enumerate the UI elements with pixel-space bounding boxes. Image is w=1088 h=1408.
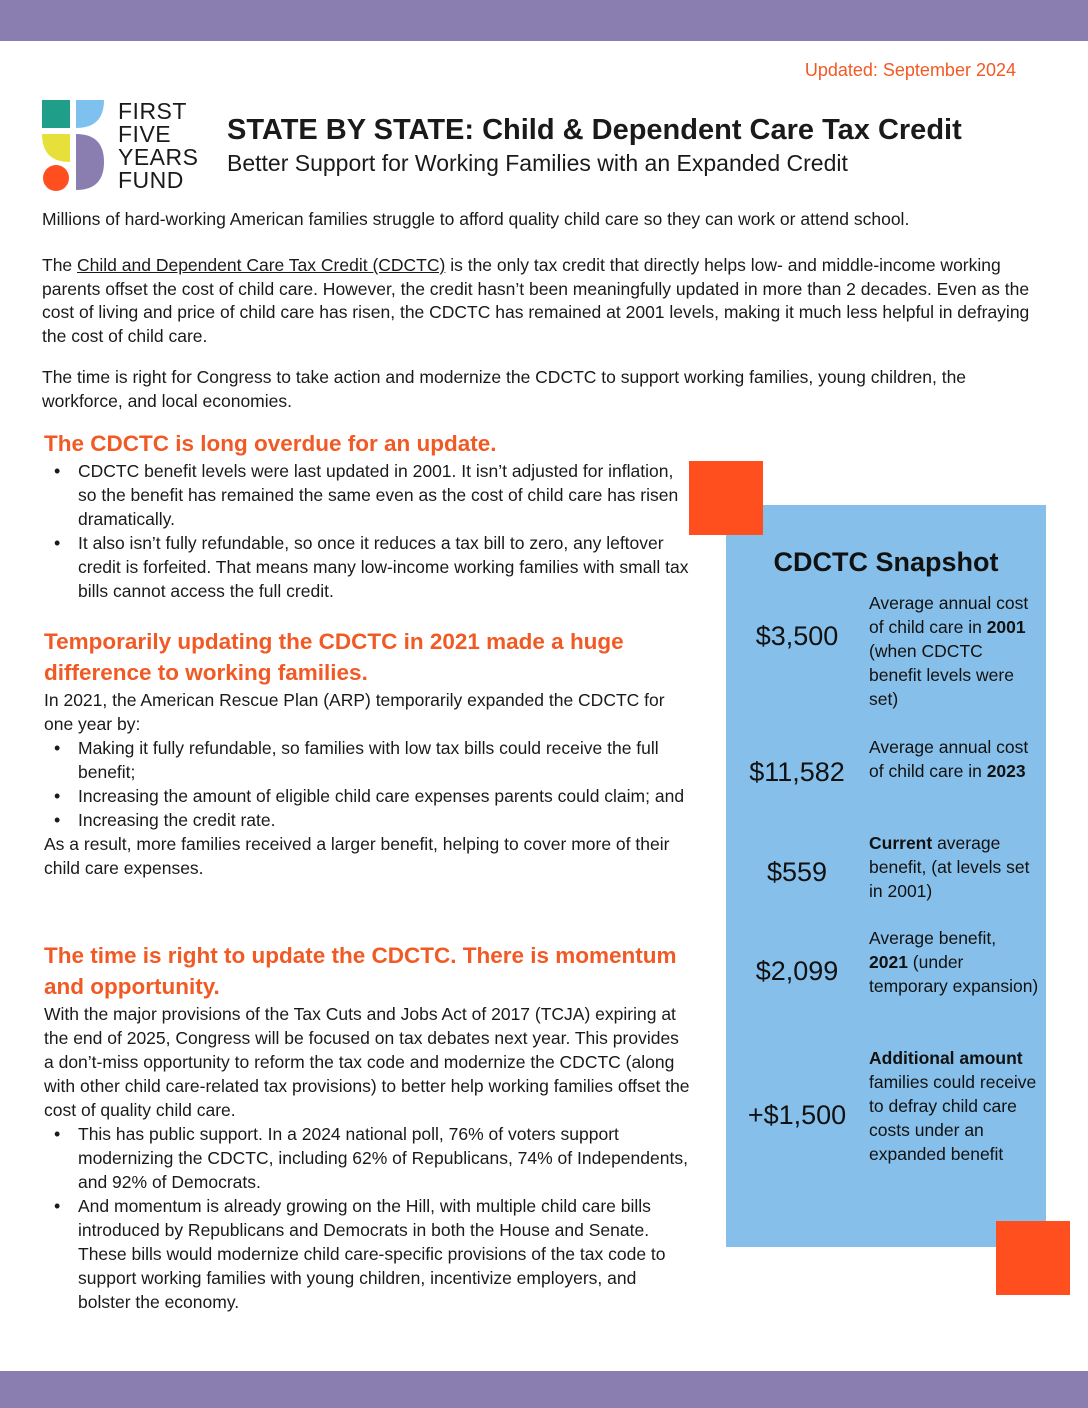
list-item: • It also isn’t fully refundable, so once it reduces a tax bill to zero, any leftover credit is forfeited. That means many low-income working families with small tax bills cannot access the full credit. (44, 531, 692, 603)
decorative-orange-square (689, 461, 763, 535)
list-item: • And momentum is already growing on the Hill, with multiple child care bills introduced by Republicans and Democrats in both the House and Senate. These bills would modernize child care-specific provisions of the tax code to support working families with young children, incentivize employers, and bolster the economy. (44, 1194, 692, 1314)
text-span: Average annual cost of child care in (869, 593, 1029, 637)
snapshot-value: $3,500 (755, 621, 839, 651)
snapshot-value: $559 (766, 857, 828, 887)
logo-line: FIRST (118, 98, 187, 124)
text-span: The (42, 255, 78, 275)
page-subtitle: Better Support for Working Families with an Expanded Credit (227, 150, 848, 176)
page-title: STATE BY STATE: Child & Dependent Care Tax Credit (227, 114, 962, 146)
text-bold: 2001 (986, 617, 1026, 637)
snapshot-description (869, 1046, 1039, 1166)
text-span: average benefit, (at levels set in 2001) (869, 833, 1030, 901)
section-intro: With the major provisions of the Tax Cuts and Jobs Act of 2017 (TCJA) expiring at the end of 2025, Congress will be focused on tax debates next year. This provides a don’t-miss opportunity to reform the tax code and modernize the CDCTC (along with other child care-related tax provisions) to better help working families offset the cost of quality child care. (44, 1004, 690, 1120)
list-item: • This has public support. In a 2024 national poll, 76% of voters support modernizing the CDCTC, including 62% of Republicans, 74% of Independents, and 92% of Democrats. (44, 1122, 692, 1194)
intro-paragraph-3: The time is right for Congress to take action and modernize the CDCTC to support working families, young children, the workforce, and local economies. (42, 367, 967, 411)
snapshot-value: +$1,500 (747, 1100, 847, 1130)
list-item: • Making it fully refundable, so families with low tax bills could receive the full benefit; (44, 736, 692, 784)
list-item: • CDCTC benefit levels were last updated in 2001. It isn’t adjusted for inflation, so the benefit has remained the same even as the cost of child care has risen dramatically. (44, 459, 692, 531)
first-five-years-fund-logo (42, 100, 212, 195)
logo-line: YEARS (118, 144, 199, 170)
section-overdue (44, 428, 692, 603)
cdctc-link[interactable]: Child and Dependent Care Tax Credit (CDCTC) (77, 255, 446, 275)
snapshot-description (869, 591, 1039, 711)
text-span: (when CDCTC benefit levels were set) (869, 641, 1014, 709)
intro-paragraph-1: Millions of hard-working American families struggle to afford quality child care so they can work or attend school. (42, 209, 910, 229)
logo-wordmark (118, 100, 198, 192)
text-bold: 2023 (986, 761, 1026, 781)
text-span: Average annual cost of child care in (869, 737, 1029, 781)
logo-mark-icon (42, 100, 112, 192)
text-span: families could receive to defray child care costs under an expanded benefit (869, 1072, 1037, 1164)
text-bold: Additional amount (869, 1048, 1023, 1068)
intro-paragraph-2 (42, 254, 1042, 348)
snapshot-description (869, 831, 1039, 903)
updated-date: Updated: September 2024 (804, 60, 1016, 80)
section-heading: The CDCTC is long overdue for an update. (44, 431, 497, 456)
bullet-list (44, 459, 692, 603)
cdctc-snapshot-panel (726, 505, 1046, 1247)
list-item: • Increasing the credit rate. (44, 808, 692, 832)
text-span: (under temporary expansion) (869, 952, 1039, 996)
bullet-list (44, 736, 692, 832)
list-item: • Increasing the amount of eligible child care expenses parents could claim; and (44, 784, 692, 808)
snapshot-description (869, 735, 1039, 783)
text-bold: 2021 (869, 952, 908, 972)
snapshot-title: CDCTC Snapshot (773, 547, 999, 577)
text-bold: Current (869, 833, 933, 853)
section-outro: As a result, more families received a larger benefit, helping to cover more of their child care expenses. (44, 834, 670, 878)
text-span: is the only tax credit that directly helps low- and middle-income working parents offset the cost of child care. However, the credit hasn’t been meaningfully updated in more than 2 decades. Even as the cost of living and price of child care has risen, the CDCTC has remained at 2001 levels, making it much less helpful in defraying the cost of child care. (42, 255, 1030, 346)
snapshot-description (869, 926, 1039, 998)
section-intro: In 2021, the American Rescue Plan (ARP) temporarily expanded the CDCTC for one year by: (44, 690, 665, 734)
decorative-orange-square (996, 1221, 1070, 1295)
section-2021-update (44, 626, 692, 880)
section-momentum (44, 940, 692, 1314)
logo-line: FUND (118, 167, 184, 193)
bullet-list (44, 1122, 692, 1314)
section-heading: The time is right to update the CDCTC. There is momentum and opportunity. (44, 943, 677, 999)
text-span: Average benefit, (869, 928, 997, 948)
snapshot-value: $2,099 (755, 956, 839, 986)
section-heading: Temporarily updating the CDCTC in 2021 made a huge difference to working families. (44, 629, 624, 685)
snapshot-value: $11,582 (749, 757, 845, 787)
logo-line: FIVE (118, 121, 172, 147)
bottom-band (0, 1371, 1088, 1408)
top-band (0, 0, 1088, 41)
